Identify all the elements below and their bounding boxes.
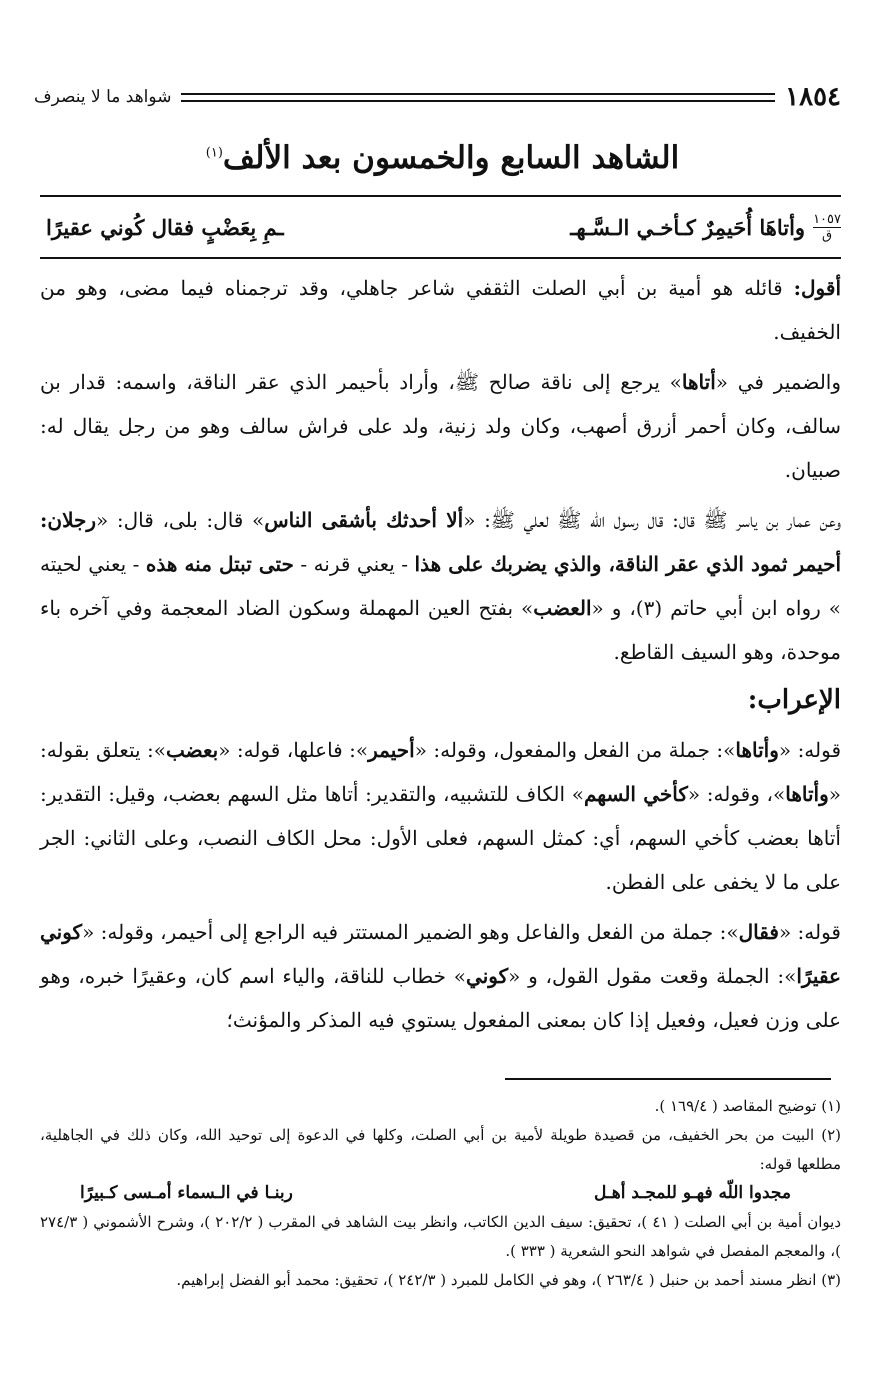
footnote-1: (١) توضيح المقاصد ( ١٦٩/٤ ). [654,1097,841,1115]
text-run: - يعني لحيته » رواه ابن أبي حاتم (٣)، و « [40,552,841,620]
text-run: » بفتح العين المهملة وسكون الضاد المعجمة وفي آخره باء موحدة، وهو السيف القاطع. [40,596,841,664]
paragraph-pronoun [40,360,841,492]
bold-term: حتى تبتل منه هذه [145,552,294,576]
text-run: » خطاب للناقة، والياء اسم كان، وعقيرًا خبره، وهو على وزن فعيل، وفعيل إذا كان بمعنى المفعول يستوي فيه المذكر والمؤنث؛ [40,964,841,1032]
paragraph-text: قائله هو أمية بن أبي الصلت الثقفي شاعر جاهلي، وقد ترجمناه فيما مضى، وهو من الخفيف. [40,276,841,344]
text-run: »: فاعلها، قوله: « [218,738,369,762]
footnote-verse-second: ربنـا في الـسماء أمـسى كـبيرًا [80,1183,293,1203]
paragraph-hadith [40,498,841,674]
bold-term: كوني عقيرًا [39,920,841,988]
bold-term: فقال [738,920,779,944]
footnote-separator [505,1078,831,1080]
bold-term: وأتاها [735,738,779,762]
paragraph-irab-1 [40,728,841,904]
footnotes [40,1092,841,1295]
main-text [40,266,841,1048]
verse-box [40,195,841,259]
text-run: وعن عمار بن ياسر ﷺ قال: قال رسول الله ﷺ لعلي ﷺ: « [463,508,842,532]
verse-hemistich-first: وأتاهَا أُحَيمِرٌ كـأخـي الـسَّـهـ [570,214,806,240]
paragraph-label: أقول: [793,276,842,300]
section-heading: الإعراب: [747,685,841,715]
bold-term: أحيمر [368,738,415,762]
running-head: شواهد ما لا ينصرف [34,87,172,107]
text-run: قوله: « [778,738,842,762]
bold-term: ألا أحدثك بأشقى الناس [264,508,464,532]
text-run: »: الجملة وقعت مقول القول، و « [508,964,797,988]
verse-number-value: ١٠٥٧ [813,211,841,227]
verse-number [813,212,841,243]
page-header [34,80,841,114]
footnote-3: (٣) انظر مسند أحمد بن حنبل ( ٢٦٣/٤ )، وهو في الكامل للمبرد ( ٢٤٢/٣ )، تحقيق: محمد أبو الفضل إبراهيم. [176,1271,841,1289]
bold-term: رجلان: أحيمر ثمود الذي عقر الناقة، والذي يضربك على هذا [40,508,842,576]
text-run: » قال: بلى، قال: « [96,508,265,532]
bold-term: العضب [533,596,592,620]
text-run: »: جملة من الفعل والمفعول، وقوله: « [414,738,736,762]
bold-term: وأتاها [785,782,829,806]
title-text: الشاهد السابع والخمسون بعد الألف [222,140,680,176]
title-footnote-ref: (١) [205,145,223,161]
verse-meter-mark: ق [821,227,833,243]
text-run: قوله: « [778,920,841,944]
footnote-verse-first: مجدوا اللّه فهـو للمجـد أهـل [593,1183,791,1203]
footnote-verse [40,1179,841,1208]
text-run: » يرجع إلى ناقة صالح ﷺ، وأراد بأحيمر الذي عقر الناقة، واسمه: قدار بن سالف، وكان أحمر أزرق أصهب، وكان ولد زنية، ولد على فراش سالف وهو من رجل يقال له: صبيان. [40,370,841,482]
header-double-rule [181,93,775,102]
footnote-2: (٢) البيت من بحر الخفيف، من قصيدة طويلة لأمية بن أبي الصلت، وكلها في الدعوة إلى توحيد الله، وكان ذلك في الجاهلية، مطلعها قوله: [40,1126,841,1173]
text-run: »، وقوله: « [687,782,786,806]
page-title [0,140,885,176]
bold-term: كوني [466,964,509,988]
paragraph-irab-2 [40,910,841,1042]
text-run: » الكاف للتشبيه، والتقدير: أتاها مثل السهم بعضب، وقيل: التقدير: أتاها بعضب كأخي السهم، أي: كمثل السهم، فعلى الأول: محل الكاف النصب، وعلى الثاني: الجر على ما لا يخفى على الفطن. [40,782,841,894]
bold-term: أتاها [681,370,716,394]
text-run: - يعني قرنه - [300,552,409,576]
bold-term: كأخي السهم [583,782,688,806]
footnote-2-continued: ديوان أمية بن أبي الصلت ( ٤١ )، تحقيق: سيف الدين الكاتب، وانظر بيت الشاهد في المقرب ( ٢٠٢/٢ )، وشرح الأشموني ( ٢٧٤/٣ )، والمعجم المفصل في شواهد النحو الشعرية ( ٣٣٣ ). [40,1213,841,1260]
text-run: »: يتعلق بقوله: « [40,738,842,806]
page-number: ١٨٥٤ [785,82,841,112]
text-run: »: جملة من الفعل والفاعل وهو الضمير المستتر فيه الراجع إلى أحيمر، وقوله: « [82,920,739,944]
verse-hemistich-second: ـمِ بِعَضْبٍ فقال كُوني عقيرًا [46,214,284,240]
paragraph-author [40,266,841,354]
text-run: والضمير في « [715,370,841,394]
bold-term: بعضب [165,738,219,762]
